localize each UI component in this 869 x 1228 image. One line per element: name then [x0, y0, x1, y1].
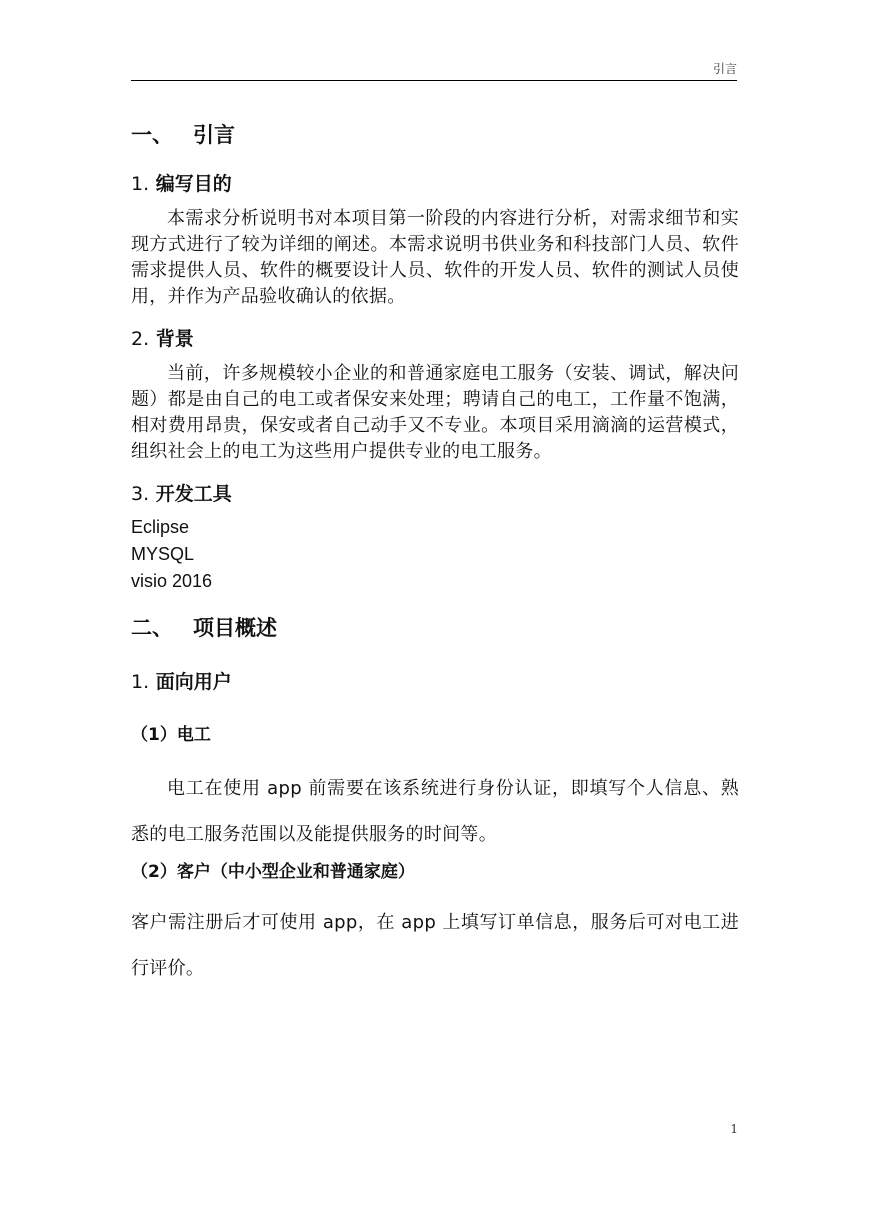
- subsection-heading-tools: [131, 479, 739, 509]
- section-heading-overview: [131, 613, 739, 643]
- purpose-paragraph: 本需求分析说明书对本项目第一阶段的内容进行分析，对需求细节和实现方式进行了较为详细的阐述。本需求说明书供业务和科技部门人员、软件需求提供人员、软件的概要设计人员、软件的开发人员、软件的测试人员使用，并作为产品验收确认的依据。: [131, 208, 739, 307]
- subsection-title: 开发工具: [155, 483, 232, 505]
- subsection-title: 面向用户: [155, 671, 232, 693]
- subsection-number: 3.: [131, 483, 150, 505]
- section-heading-introduction: [131, 120, 739, 150]
- tool-item: Eclipse: [131, 517, 190, 537]
- subsection-title: 编写目的: [155, 173, 232, 195]
- user-type-electrician-heading: （1）电工: [131, 725, 211, 745]
- section-number: 二、: [131, 616, 173, 640]
- subsection-title: 背景: [155, 328, 194, 350]
- customer-paragraph: 客户需注册后才可使用 app，在 app 上填写订单信息，服务后可对电工进行评价。: [131, 912, 739, 979]
- page-content: [131, 110, 739, 992]
- section-title: 引言: [193, 123, 235, 147]
- tool-item: visio 2016: [131, 571, 213, 591]
- subsection-heading-purpose: [131, 169, 739, 199]
- subsection-heading-background: [131, 324, 739, 354]
- subsection-number: 1.: [131, 173, 150, 195]
- subsection-number: 2.: [131, 328, 150, 350]
- subsection-heading-target-users: [131, 667, 739, 697]
- subsection-number: 1.: [131, 671, 150, 693]
- tools-list: [131, 514, 739, 595]
- page-number: 1: [730, 1122, 738, 1136]
- electrician-paragraph: 电工在使用 app 前需要在该系统进行身份认证，即填写个人信息、熟悉的电工服务范围以及能提供服务的时间等。: [131, 778, 739, 845]
- user-type-customer-heading: （2）客户（中小型企业和普通家庭）: [131, 862, 415, 882]
- header-rule: [131, 80, 737, 81]
- section-number: 一、: [131, 123, 173, 147]
- running-header: 引言: [712, 62, 737, 76]
- tool-item: MYSQL: [131, 544, 195, 564]
- section-title: 项目概述: [193, 616, 277, 640]
- background-paragraph: 当前，许多规模较小企业的和普通家庭电工服务（安装、调试，解决问题）都是由自己的电工或者保安来处理；聘请自己的电工，工作量不饱满，相对费用昂贵，保安或者自己动手又不专业。本项目采用滴滴的运营模式，组织社会上的电工为这些用户提供专业的电工服务。: [131, 363, 739, 462]
